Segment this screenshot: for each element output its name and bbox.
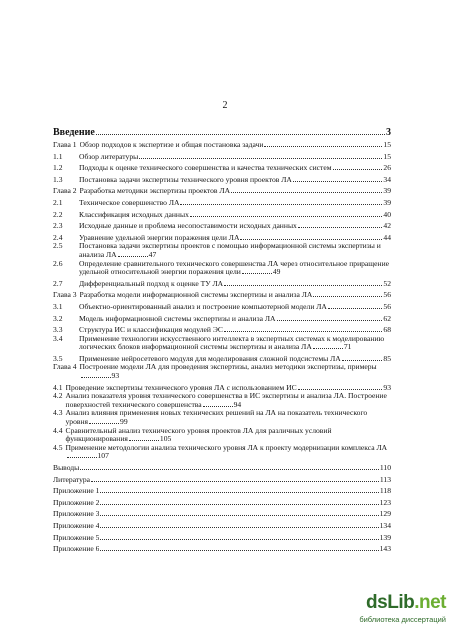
toc-entry bbox=[53, 173, 391, 185]
toc-entry-title: Постановка задачи экспертизы технического уровня проектов ЛА bbox=[79, 175, 292, 184]
toc-entry bbox=[53, 208, 391, 220]
toc-leader-dots bbox=[81, 377, 111, 378]
toc-entry bbox=[53, 196, 391, 208]
toc-entry-title: Обзор подходов к экспертизе и общая постановка задачи bbox=[79, 141, 264, 149]
toc-entry-body bbox=[79, 260, 391, 277]
toc-entry-title: Выводы bbox=[53, 464, 80, 472]
toc-entry-title: Разработка методики экспертизы проектов ЛА bbox=[79, 187, 231, 196]
toc-entry-page: 85 bbox=[383, 353, 391, 363]
toc-entry-title: Модель информационной системы экспертизы и анализа ЛА bbox=[79, 314, 276, 323]
toc-entry-page: 93 bbox=[111, 371, 120, 381]
toc-entry bbox=[53, 161, 391, 173]
toc-entry-number: 4.5 bbox=[53, 442, 63, 452]
toc-leader-dots bbox=[293, 173, 383, 182]
toc-entry bbox=[53, 473, 391, 485]
toc-leader-dots bbox=[313, 348, 343, 349]
toc-entry-page: 139 bbox=[379, 532, 391, 542]
toc-entry bbox=[53, 126, 391, 138]
toc-entry-title: Приложение 1 bbox=[53, 487, 100, 496]
toc-leader-dots bbox=[298, 381, 383, 390]
toc-entry bbox=[53, 484, 391, 496]
toc-leader-dots bbox=[139, 150, 382, 159]
toc-leader-dots bbox=[203, 406, 233, 407]
toc-leader-dots bbox=[277, 312, 383, 321]
toc-entry-body bbox=[79, 242, 391, 259]
toc-leader-dots bbox=[333, 161, 383, 170]
toc-leader-dots bbox=[100, 484, 378, 493]
toc-entry-number: 1.2 bbox=[53, 163, 63, 173]
toc-entry-number: 3.3 bbox=[53, 325, 63, 335]
toc-leader-dots bbox=[190, 208, 383, 217]
toc-entry bbox=[53, 531, 391, 543]
toc-entry bbox=[53, 444, 391, 461]
toc-entry-title: Приложение 6 bbox=[53, 545, 100, 554]
toc-entry-title-wrap bbox=[66, 426, 332, 444]
toc-entry-title: Разработка модели информационной системы экспертизы и анализа ЛА bbox=[79, 291, 313, 300]
toc-entry bbox=[53, 496, 391, 508]
toc-entry-number: 3.1 bbox=[53, 301, 63, 311]
toc-entry-title: Дифференциальный подход к оценке ТУ ЛА bbox=[79, 279, 224, 288]
toc-entry-title: Применение нейросетевого модуля для моделирования сложной подсистемы ЛА bbox=[79, 354, 341, 363]
toc-entry-page: 52 bbox=[383, 278, 391, 288]
toc-entry-page: 129 bbox=[379, 509, 391, 519]
watermark-logo-text bbox=[366, 592, 446, 614]
toc-leader-dots bbox=[264, 138, 382, 147]
toc-entry-title: Классификация исходных данных bbox=[79, 210, 189, 219]
toc-leader-dots bbox=[100, 531, 378, 540]
toc-entry-title: Подходы к оценке технического совершенства и качества технических систем bbox=[79, 164, 332, 173]
toc-entry-number: 2.3 bbox=[53, 221, 63, 231]
toc-leader-dots bbox=[80, 461, 379, 470]
toc-entry-title: Объектно-ориентированный анализ и построение компьютерной модели ЛА bbox=[79, 302, 327, 311]
toc-leader-dots bbox=[342, 352, 383, 361]
toc-entry-number: 3.2 bbox=[53, 313, 63, 323]
toc-entry-body bbox=[66, 409, 392, 426]
toc-entry-page: 62 bbox=[383, 313, 391, 323]
toc-leader-dots bbox=[224, 323, 382, 332]
toc-entry-page: 47 bbox=[148, 249, 157, 259]
toc-entry bbox=[53, 409, 391, 426]
toc-entry-title: Литература bbox=[53, 475, 91, 484]
toc-entry-page: 44 bbox=[383, 232, 391, 242]
toc-entry-title: Анализ показателя уровня технического совершенства в ИС экспертизы и анализа ЛА. Построение поверхностей технического совершенства bbox=[65, 391, 387, 409]
toc-entry bbox=[53, 300, 391, 312]
toc-entry-title: Обзор литературы bbox=[79, 152, 139, 161]
watermark-logo-accent: .net bbox=[414, 592, 446, 613]
toc-entry-title: Структура ИС и классификация модулей ЭС bbox=[79, 326, 223, 335]
toc-leader-dots bbox=[242, 273, 272, 274]
toc-entry-title-wrap bbox=[80, 362, 377, 371]
toc-entry-number: 3.4 bbox=[53, 333, 63, 343]
toc-entry-number: Глава 3 bbox=[53, 290, 77, 300]
toc-entry-page: 110 bbox=[379, 463, 391, 472]
toc-entry-page: 134 bbox=[379, 520, 391, 530]
toc-leader-dots bbox=[100, 542, 378, 551]
toc-entry-title: Приложение 5 bbox=[53, 533, 100, 542]
toc-entry-page: 56 bbox=[383, 301, 391, 311]
toc-entry-number: 2.1 bbox=[53, 197, 63, 207]
watermark-subtitle: библиотека диссертаций bbox=[359, 615, 446, 624]
toc-entry-number: Глава 1 bbox=[53, 140, 77, 149]
toc-entry-title: Определение сравнительного технического совершенства ЛА через относительное приращение удельной относительной энергии поражения цели bbox=[79, 258, 390, 277]
toc-entry-number: 4.3 bbox=[53, 408, 63, 418]
toc-entry-title: Введение bbox=[53, 127, 95, 138]
table-of-contents bbox=[53, 126, 391, 554]
toc-entry-page: 123 bbox=[379, 497, 391, 507]
toc-entry bbox=[53, 335, 391, 352]
toc-entry-page: 105 bbox=[159, 434, 172, 444]
toc-leader-dots bbox=[100, 519, 378, 528]
toc-entry-number: 2.7 bbox=[53, 278, 63, 288]
toc-entry-title: Построение модели ЛА для проведения экспертизы, анализ методики экспертизы, примеры bbox=[79, 362, 377, 372]
toc-leader-dots bbox=[313, 288, 382, 297]
toc-entry-title-wrap bbox=[66, 443, 388, 452]
toc-entry-title: Проведение экспертизы технического уровня ЛА с использованием ИС bbox=[65, 383, 297, 392]
toc-entry-title: Сравнительный анализ технического уровня проектов ЛА для различных условий функционирования bbox=[65, 425, 332, 444]
toc-entry-number: 1.3 bbox=[53, 174, 63, 184]
toc-entry-number: 2.4 bbox=[53, 232, 63, 242]
toc-entry bbox=[53, 542, 391, 554]
toc-entry bbox=[53, 519, 391, 531]
toc-entry-tail bbox=[312, 342, 352, 351]
toc-entry bbox=[53, 461, 391, 473]
toc-entry-title: Исходные данные и проблема несопоставимости исходных данных bbox=[79, 222, 297, 231]
toc-entry-number: Глава 4 bbox=[53, 362, 77, 372]
toc-entry-page: 39 bbox=[383, 186, 391, 196]
toc-entry-title: Приложение 2 bbox=[53, 498, 100, 507]
toc-entry-page: 143 bbox=[379, 544, 391, 554]
toc-entry-body bbox=[66, 444, 392, 461]
toc-entry-number: 3.5 bbox=[53, 353, 63, 363]
toc-leader-dots bbox=[96, 126, 385, 135]
toc-entry-page: 49 bbox=[272, 267, 281, 277]
toc-leader-dots bbox=[91, 473, 379, 482]
toc-entry bbox=[53, 242, 391, 259]
toc-entry-page: 56 bbox=[383, 290, 391, 300]
toc-entry-body bbox=[66, 392, 392, 409]
page-number: 2 bbox=[222, 100, 228, 111]
toc-entry bbox=[53, 363, 391, 380]
toc-entry bbox=[53, 288, 391, 300]
toc-leader-dots bbox=[180, 196, 382, 205]
toc-entry-page: 3 bbox=[386, 127, 391, 138]
toc-entry bbox=[53, 219, 391, 231]
toc-entry-number: 2.2 bbox=[53, 209, 63, 219]
toc-entry-title: Приложение 4 bbox=[53, 521, 100, 530]
toc-leader-dots bbox=[89, 423, 119, 424]
toc-entry-title: Приложение 3 bbox=[53, 510, 100, 519]
toc-entry-number: 4.2 bbox=[53, 391, 63, 401]
toc-entry-title: Постановка задачи экспертизы проектов с помощью информационной системы экспертизы и анализа ЛА bbox=[79, 241, 381, 259]
toc-entry-body bbox=[66, 427, 392, 444]
toc-entry-body bbox=[79, 335, 391, 352]
toc-entry bbox=[53, 184, 391, 196]
toc-entry-title: Анализ влияния применения новых технических решений на ЛА на показатель технического уровня bbox=[65, 408, 368, 427]
toc-entry-page: 118 bbox=[379, 486, 391, 496]
toc-entry bbox=[53, 392, 391, 409]
toc-entry-number: 2.6 bbox=[53, 258, 63, 268]
toc-entry-page: 40 bbox=[383, 209, 391, 219]
toc-leader-dots bbox=[240, 231, 382, 240]
toc-entry-number: 4.4 bbox=[53, 425, 63, 435]
toc-entry-page: 107 bbox=[97, 451, 109, 461]
toc-entry bbox=[53, 427, 391, 444]
toc-entry-page: 94 bbox=[233, 399, 242, 409]
toc-entry-tail bbox=[241, 267, 281, 276]
toc-entry-number: 1.1 bbox=[53, 151, 63, 161]
toc-leader-dots bbox=[100, 507, 378, 516]
toc-entry-page: 99 bbox=[120, 417, 128, 427]
toc-entry-page: 15 bbox=[383, 151, 391, 161]
toc-entry bbox=[53, 150, 391, 162]
toc-entry-title: Применение технологии искусственного интеллекта в экспертных системах к моделированию логических блоков информационной системы экспертизы и анализа ЛА bbox=[79, 333, 385, 352]
toc-leader-dots bbox=[67, 457, 97, 458]
toc-entry bbox=[53, 138, 391, 150]
toc-entry-title: Применение методологии анализа технического уровня ЛА к проекту модернизации комплекса ЛА bbox=[65, 442, 388, 452]
toc-entry-title: Уравнение удельной энергии поражения цели ЛА bbox=[79, 233, 240, 242]
toc-entry-body bbox=[80, 363, 391, 380]
toc-entry-number: 2.5 bbox=[53, 241, 63, 251]
toc-entry bbox=[53, 277, 391, 289]
toc-entry-page: 34 bbox=[383, 174, 391, 184]
toc-entry-page: 42 bbox=[383, 221, 391, 231]
toc-entry-number: Глава 2 bbox=[53, 186, 77, 196]
toc-entry-page: 68 bbox=[383, 325, 391, 335]
toc-entry-page: 93 bbox=[383, 382, 391, 392]
toc-entry bbox=[53, 312, 391, 324]
watermark-logo-main: dsLib bbox=[366, 592, 415, 613]
toc-entry bbox=[53, 507, 391, 519]
toc-leader-dots bbox=[118, 256, 148, 257]
toc-leader-dots bbox=[100, 496, 378, 505]
toc-entry bbox=[53, 260, 391, 277]
toc-leader-dots bbox=[328, 300, 382, 309]
toc-entry-page: 15 bbox=[383, 140, 391, 149]
toc-leader-dots bbox=[231, 184, 382, 193]
toc-entry-number: 4.1 bbox=[53, 382, 63, 392]
toc-entry-title: Техническое совершенство ЛА bbox=[79, 198, 180, 207]
toc-leader-dots bbox=[129, 440, 159, 441]
toc-entry-page: 39 bbox=[383, 197, 391, 207]
toc-leader-dots bbox=[298, 219, 383, 228]
toc-entry-page: 113 bbox=[379, 474, 391, 484]
toc-entry-page: 71 bbox=[343, 342, 352, 352]
watermark-logo bbox=[334, 592, 446, 632]
toc-leader-dots bbox=[224, 277, 382, 286]
toc-entry-title-wrap bbox=[79, 259, 389, 277]
toc-entry-page: 26 bbox=[383, 163, 391, 173]
toc-entry-tail bbox=[80, 371, 120, 380]
toc-entry-tail bbox=[66, 451, 109, 460]
